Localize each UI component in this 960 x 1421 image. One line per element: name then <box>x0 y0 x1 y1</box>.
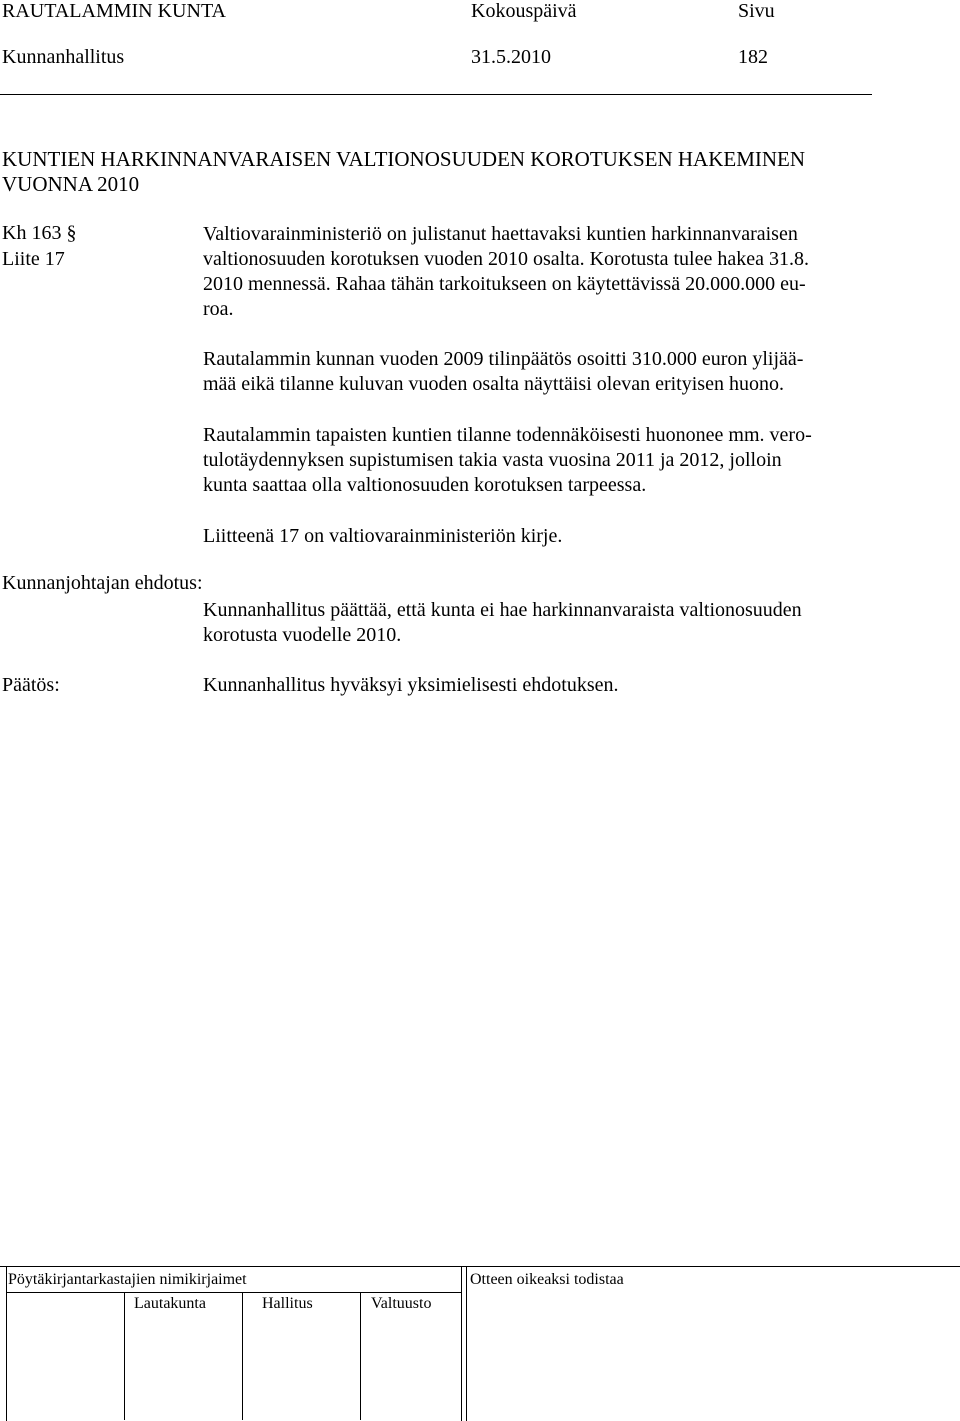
page-number: 182 <box>738 46 768 68</box>
paragraph-4 <box>203 524 562 549</box>
meeting-date-label: Kokouspäivä <box>471 0 577 22</box>
org-name: RAUTALAMMIN KUNTA <box>2 0 227 22</box>
section-sign: § <box>66 222 77 244</box>
p1-line: roa. <box>203 298 234 320</box>
proposal-line: Kunnanhallitus päättää, että kunta ei hae harkinnanvaraista valtionosuuden <box>203 599 802 621</box>
signatures-label: Pöytäkirjantarkastajien nimikirjaimet <box>8 1271 247 1288</box>
signatures-inner-rule <box>6 1292 461 1293</box>
signature-column-divider-3 <box>360 1292 361 1420</box>
p1-line: Valtiovarainministeriö on julistanut haettavaksi kuntien harkinnanvaraisen <box>203 223 798 245</box>
header-rule <box>0 94 872 95</box>
p1-line: 2010 mennessä. Rahaa tähän tarkoitukseen on käytettävissä 20.000.000 eu- <box>203 273 806 295</box>
signature-column-lautakunta: Lautakunta <box>134 1295 206 1312</box>
title-line-1: KUNTIEN HARKINNANVARAISEN VALTIONOSUUDEN KOROTUKSEN HAKEMINEN <box>2 147 806 171</box>
p3-line: tulotäydennyksen supistumisen takia vasta vuosina 2011 ja 2012, jolloin <box>203 449 782 471</box>
section-ref <box>2 222 76 245</box>
signature-column-hallitus: Hallitus <box>262 1295 313 1312</box>
meeting-date: 31.5.2010 <box>471 46 551 68</box>
title-line-2: VUONNA 2010 <box>2 172 140 196</box>
certification-box <box>466 1266 960 1421</box>
decision-text: Kunnanhallitus hyväksyi yksimielisesti ehdotuksen. <box>203 674 619 696</box>
paragraph-3 <box>203 423 812 498</box>
committee-name: Kunnanhallitus <box>2 46 125 68</box>
signatures-box <box>6 1266 462 1421</box>
paragraph-1 <box>203 222 809 322</box>
paragraph-2 <box>203 347 803 397</box>
signature-column-divider-2 <box>242 1292 243 1420</box>
certified-label: Otteen oikeaksi todistaa <box>470 1271 624 1288</box>
signature-column-divider-1 <box>124 1292 125 1420</box>
p2-line: mää eikä tilanne kuluvan vuoden osalta näyttäisi olevan erityisen huono. <box>203 373 784 395</box>
attachment-ref: Liite 17 <box>2 248 65 270</box>
p2-line: Rautalammin kunnan vuoden 2009 tilinpäätös osoitti 310.000 euron ylijää- <box>203 348 804 370</box>
section-number: Kh 163 <box>2 222 62 244</box>
p3-line: Rautalammin tapaisten kuntien tilanne todennäköisesti huononee mm. vero- <box>203 424 812 446</box>
signature-column-valtuusto: Valtuusto <box>371 1295 432 1312</box>
proposal-label: Kunnanjohtajan ehdotus: <box>2 572 203 594</box>
decision-label: Päätös: <box>2 674 60 696</box>
page-label: Sivu <box>738 0 775 22</box>
document-title <box>2 147 805 197</box>
proposal-text <box>203 598 802 648</box>
p4-line: Liitteenä 17 on valtiovarainministeriön kirje. <box>203 525 563 547</box>
p1-line: valtionosuuden korotuksen vuoden 2010 osalta. Korotusta tulee hakea 31.8. <box>203 248 809 270</box>
proposal-line: korotusta vuodelle 2010. <box>203 624 402 646</box>
p3-line: kunta saattaa olla valtionosuuden korotuksen tarpeessa. <box>203 474 647 496</box>
